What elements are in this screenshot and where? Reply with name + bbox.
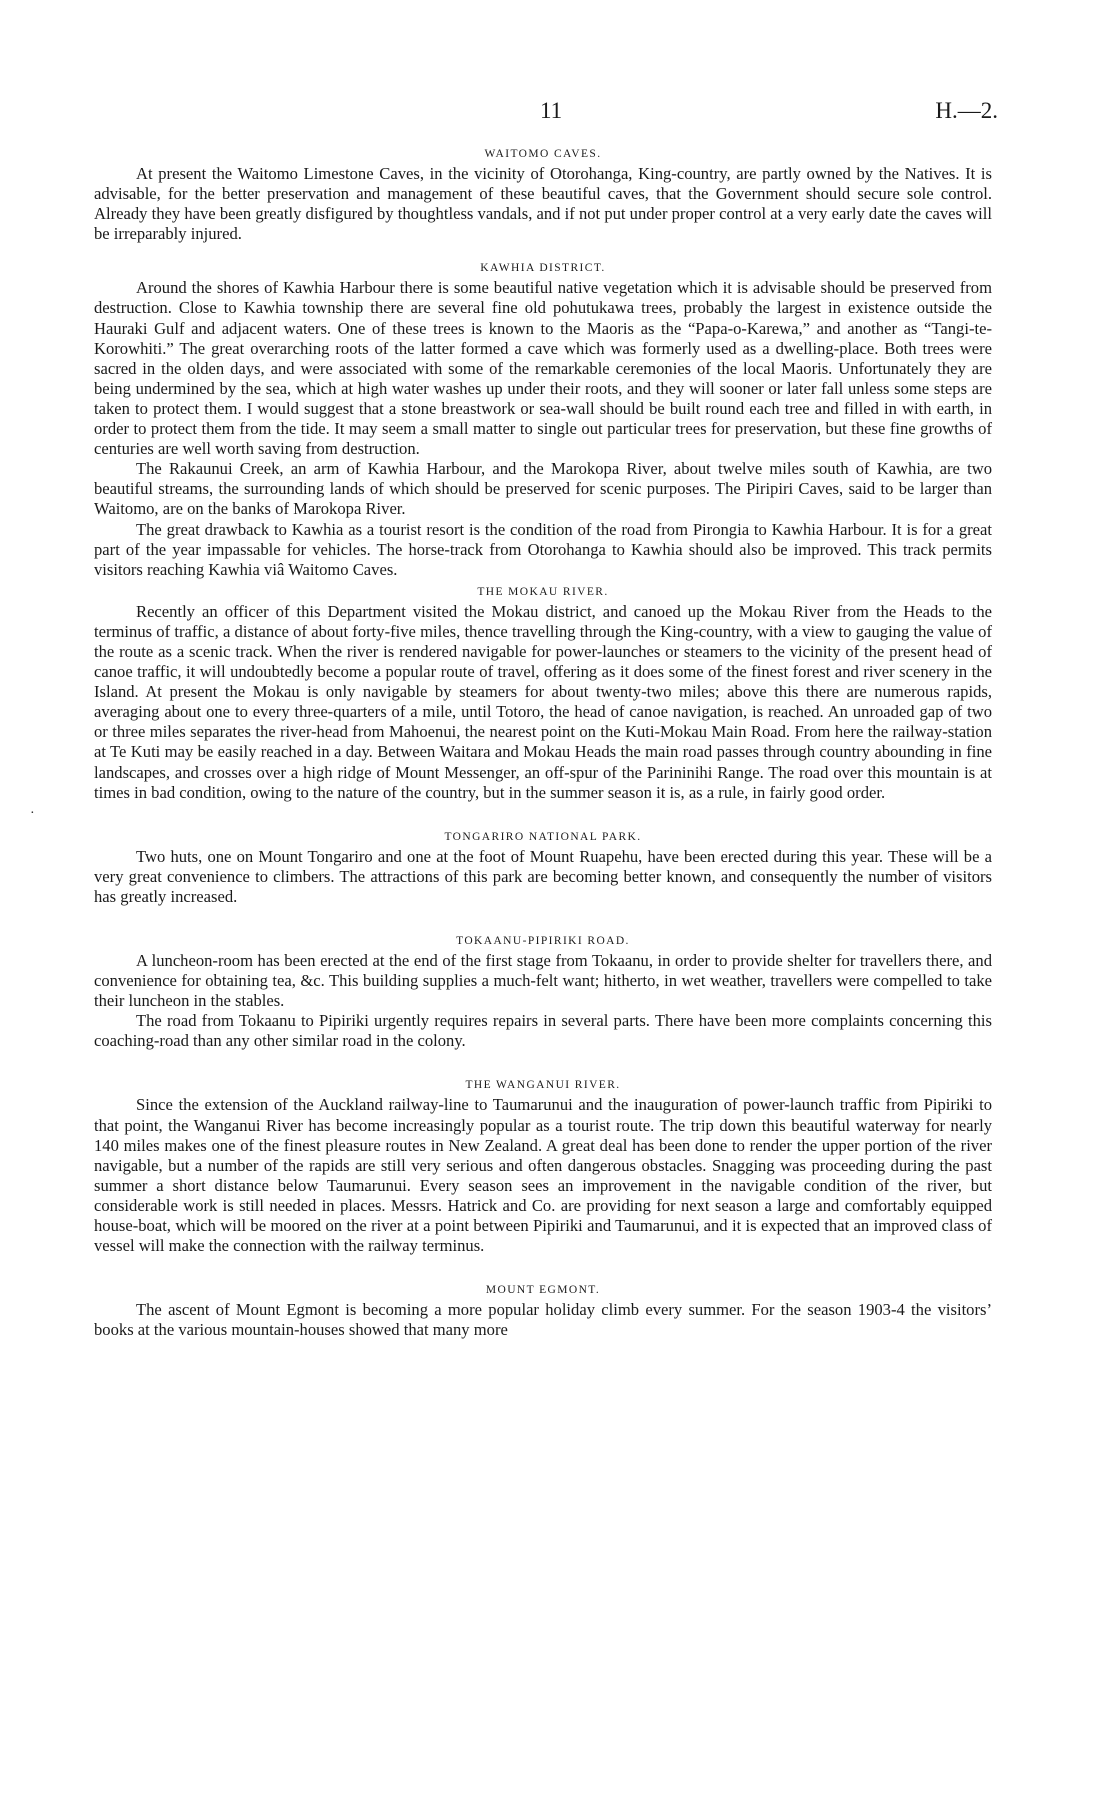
paragraph-kawhia-2: The Rakaunui Creek, an arm of Kawhia Harbour, and the Marokopa River, about twelve miles south of Kawhia, are two beautiful streams, the surrounding lands of which should be preserved for scenic purposes. The Piripiri Caves, said to be larger than Waitomo, are on the banks of Marokopa River. bbox=[94, 459, 992, 519]
paragraph-tokaanu-1: A luncheon-room has been erected at the end of the first stage from Tokaanu, in order to provide shelter for travellers there, and convenience for obtaining tea, &c. This building supplies a much-felt want; hitherto, in wet weather, travellers were compelled to take their luncheon in the stables. bbox=[94, 951, 992, 1011]
paragraph-tongariro-1: Two huts, one on Mount Tongariro and one at the foot of Mount Ruapehu, have been erected during this year. These will be a very great convenience to climbers. The attractions of this park are becoming better known, and consequently the number of visitors has greatly increased. bbox=[94, 846, 992, 906]
paragraph-egmont-1: The ascent of Mount Egmont is becoming a more popular holiday climb every summer. For the season 1903-4 the visitors’ books at the various mountain-houses showed that many more bbox=[94, 1300, 992, 1340]
section-heading-mokau-river: THE MOKAU RIVER. bbox=[477, 585, 609, 598]
paragraph-kawhia-3: The great drawback to Kawhia as a tourist resort is the condition of the road from Pirongia to Kawhia Harbour. It is for a great part of the year impassable for vehicles. The horse-track from Otorohanga to Kawhia should also be improved. This track permits visitors reaching Kawhia viâ Waitomo Caves. bbox=[94, 519, 992, 579]
section-heading-kawhia-district: KAWHIA DISTRICT. bbox=[480, 262, 606, 275]
document-body bbox=[94, 148, 992, 1340]
section-heading-tokaanu-pipiriki-road: TOKAANU-PIPIRIKI ROAD. bbox=[456, 935, 630, 947]
section-heading-waitomo-caves: WAITOMO CAVES. bbox=[484, 148, 602, 160]
section-heading-tongariro-national-park: TONGARIRO NATIONAL PARK. bbox=[444, 830, 642, 843]
paragraph-tokaanu-2: The road from Tokaanu to Pipiriki urgently requires repairs in several parts. There have been more complaints concerning this coaching-road than any other similar road in the colony. bbox=[94, 1011, 992, 1051]
section-heading-wanganui-river: THE WANGANUI RIVER. bbox=[465, 1079, 621, 1092]
section-heading-mount-egmont: MOUNT EGMONT. bbox=[485, 1284, 601, 1297]
paragraph-waitomo-1: At present the Waitomo Limestone Caves, in the vicinity of Otorohanga, King-country, are partly owned by the Natives. It is advisable, for the better preservation and management of these beautiful caves, that the Government should secure sole control. Already they have been greatly disfigured by thoughtless vandals, and if not put under proper control at a very early date the caves will be irreparably injured. bbox=[94, 164, 992, 244]
paragraph-kawhia-1: Around the shores of Kawhia Harbour there is some beautiful native vegetation which it is advisable should be preserved from destruction. Close to Kawhia township there are several fine old pohutukawa trees, probably the largest in existence outside the Hauraki Gulf and adjacent waters. One of these trees is known to the Maoris as the “Papa-o-Karewa,” and another as “Tangi-te-Korowhiti.” The great overarching roots of the latter formed a cave which was formerly used as a dwelling-place. Both trees were sacred in the olden days, and were associated with some of the remarkable ceremonies of the local Maoris. Unfortunately they are being undermined by the sea, which at high water washes up under their roots, and they will sooner or later fall unless some steps are taken to protect them. I would suggest that a stone breastwork or sea-wall should be built round each tree and filled in with earth, in order to protect them from the tide. It may seem a small matter to single out particular trees for preservation, but these fine growths of centuries are well worth saving from destruction. bbox=[94, 278, 992, 459]
margin-mark: · bbox=[30, 806, 35, 821]
paragraph-wanganui-1: Since the extension of the Auckland railway-line to Taumarunui and the inauguration of power-launch traffic from Pipiriki to that point, the Wanganui River has become increasingly popular as a tourist route. The trip down this beautiful waterway for nearly 140 miles makes one of the finest pleasure routes in New Zealand. A great deal has been done to render the upper portion of the river navigable, but a number of the rapids are still very serious and often dangerous obstacles. Snagging was proceeding during the past summer a short distance below Taumarunui. Every season sees an improvement in the navigable condition of the river, but considerable work is still needed in places. Messrs. Hatrick and Co. are providing for next season a large and comfortably equipped house-boat, which will be moored on the river at a point between Pipiriki and Taumarunui, and it is expected that an improved class of vessel will make the connection with the railway terminus. bbox=[94, 1095, 992, 1256]
paragraph-mokau-1: Recently an officer of this Department visited the Mokau district, and canoed up the Mokau River from the Heads to the terminus of traffic, a distance of about forty-five miles, thence travelling through the King-country, with a view to gauging the value of the route as a scenic track. When the river is rendered navigable for power-launches or steamers to the vicinity of the present head of canoe traffic, it will undoubtedly become a popular route of travel, offering as it does some of the finest forest and river scenery in the Island. At present the Mokau is only navigable by steamers for about twenty-two miles; above this there are numerous rapids, averaging about one to every three-quarters of a mile, until Totoro, the head of canoe navigation, is reached. An unroaded gap of two or three miles separates the river-head from Mahoenui, the nearest point on the Kuti-Mokau Main Road. From here the railway-station at Te Kuti may be easily reached in a day. Between Waitara and Mokau Heads the main road passes through country abounding in fine landscapes, and crosses over a high ridge of Mount Messenger, an off-spur of the Parininihi Range. The road over this mountain is at times in bad condition, owing to the nature of the country, but in the summer season it is, as a rule, in fairly good order. bbox=[94, 601, 992, 802]
document-reference: H.—2. bbox=[935, 98, 998, 123]
page-number: 11 bbox=[540, 98, 563, 123]
